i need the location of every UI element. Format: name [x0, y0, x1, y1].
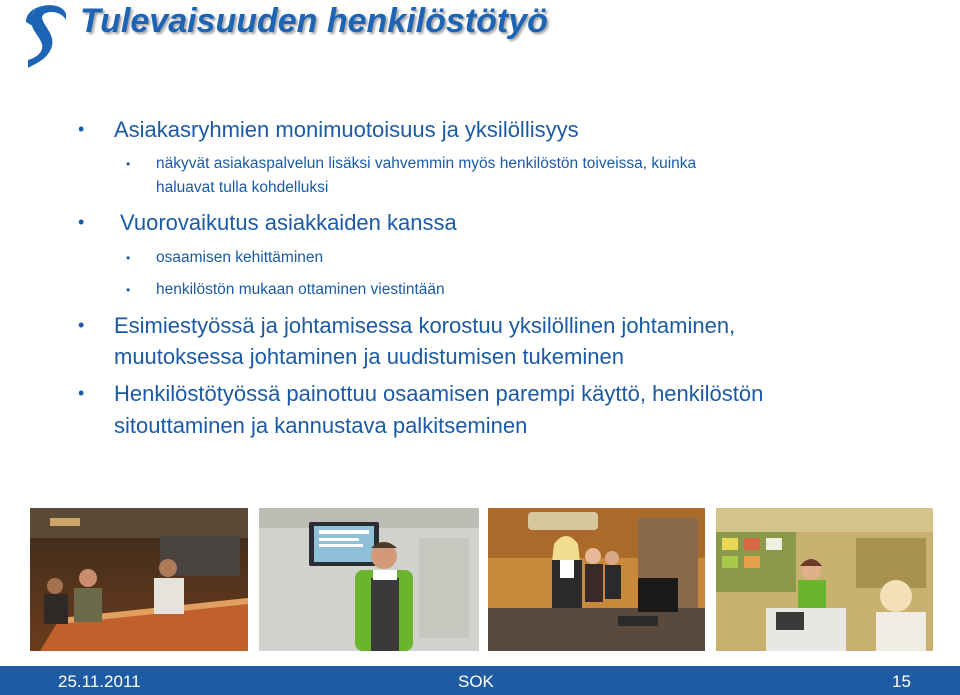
bullet-dot-icon: • [126, 251, 131, 265]
bullet-text: näkyvät asiakaspalvelun lisäksi vahvemmin myös henkilöstön toiveissa, kuinka [156, 155, 697, 172]
bullet-item [78, 378, 764, 409]
bullet-dot-icon: • [126, 157, 131, 171]
sub-bullet-item [126, 277, 445, 303]
bullet-dot-icon: • [78, 315, 85, 335]
footer-date: 25.11.2011 [58, 672, 141, 691]
bullet-text: Henkilöstötyössä painottuu osaamisen parempi käyttö, henkilöstön [114, 381, 764, 406]
bullet-text: henkilöstön mukaan ottaminen viestintään [156, 281, 445, 298]
page-title: Tulevaisuuden henkilöstötyö [80, 2, 548, 40]
sub-bullet-item [126, 245, 324, 271]
page-number: 15 [892, 672, 911, 691]
footer-company: SOK [458, 672, 494, 691]
bullet-dot-icon: • [78, 212, 85, 232]
bullet-text: osaamisen kehittäminen [156, 249, 324, 266]
bullet-text: muutoksessa johtaminen ja uudistumisen tukeminen [114, 344, 624, 369]
sok-logo-icon [22, 2, 70, 72]
bullet-dot-icon: • [126, 283, 131, 297]
bullet-item [78, 114, 579, 145]
bullet-text: Asiakasryhmien monimuotoisuus ja yksilöllisyys [114, 117, 579, 142]
bullet-text: sitouttaminen ja kannustava palkitseminen [114, 413, 528, 438]
footer-bar [0, 666, 960, 695]
sub-bullet-item [126, 151, 697, 177]
bullet-item [78, 310, 736, 341]
photo-strip [30, 508, 933, 651]
bullet-text: haluavat tulla kohdelluksi [156, 179, 329, 196]
restaurant-kitchen-photo [30, 508, 248, 651]
store-employee-photo [259, 508, 479, 651]
sub-bullet-continuation [156, 175, 328, 201]
bullet-text: Esimiestyössä ja johtamisessa korostuu yksilöllinen johtaminen, [114, 313, 736, 338]
bullet-dot-icon: • [78, 119, 85, 139]
bullet-item [78, 207, 457, 238]
bullet-text: Vuorovaikutus asiakkaiden kanssa [120, 210, 457, 235]
market-cashier-photo [716, 508, 933, 651]
hotel-reception-photo [488, 508, 705, 651]
bullet-dot-icon: • [78, 383, 85, 403]
bullet-continuation [114, 341, 624, 372]
bullet-continuation [114, 410, 527, 441]
